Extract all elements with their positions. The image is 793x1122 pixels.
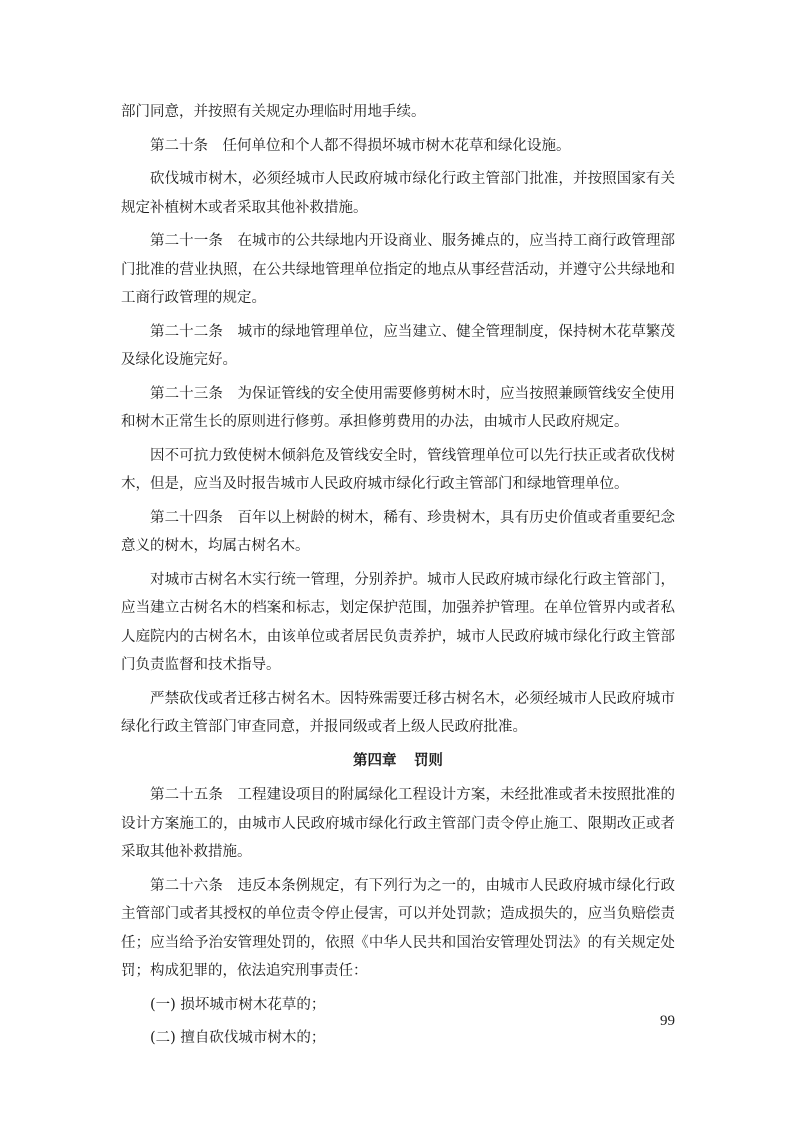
paragraph-text: 违反本条例规定，有下列行为之一的，由城市人民政府城市绿化行政主管部门或者其授权的单位责令停止侵害，可以并处罚款；造成损失的，应当负赔偿责任；应当给予治安管理处罚的，依照《中华人民共和国治安管理处罚法》的有关规定处罚；构成犯罪的，依法追究刑事责任： [121, 877, 676, 979]
article-number: 第二十三条 [150, 385, 223, 402]
paragraph [121, 318, 675, 375]
paragraph [121, 165, 675, 222]
paragraph-text: 城市的绿地管理单位，应当建立、健全管理制度，保持树木花草繁茂及绿化设施完好。 [121, 323, 676, 368]
paragraph [121, 380, 675, 437]
paragraph [121, 1024, 675, 1053]
paragraph [121, 991, 675, 1020]
paragraph [121, 781, 675, 867]
paragraph [121, 566, 675, 680]
article-number: 第二十五条 [150, 787, 223, 803]
paragraph-text: (一) 损坏城市树木花草的； [150, 996, 326, 1013]
paragraph-text: 因不可抗力致使树木倾斜危及管线安全时，管线管理单位可以先行扶正或者砍伐树木，但是，应当及时报告城市人民政府城市绿化行政主管部门和绿地管理单位。 [121, 447, 675, 492]
paragraph-group-after [121, 781, 675, 1053]
article-number: 第二十一条 [150, 233, 223, 249]
paragraph [121, 685, 675, 742]
paragraph [121, 504, 675, 561]
paragraph-text: 对城市古树名木实行统一管理，分别养护。城市人民政府城市绿化行政主管部门，应当建立古树名木的档案和标志，划定保护范围，加强养护管理。在单位管界内或者私人庭院内的古树名木，由该单位或者居民负责养护，城市人民政府城市绿化行政主管部门负责监督和技术指导。 [121, 571, 675, 673]
paragraph-text: 在城市的公共绿地内开设商业、服务摊点的，应当持工商行政管理部门批准的营业执照，在公共绿地管理单位指定的地点从事经营活动，并遵守公共绿地和工商行政管理的规定。 [121, 233, 676, 306]
page-number: 99 [660, 1013, 675, 1029]
paragraph-text: (二) 擅自砍伐城市树木的； [150, 1030, 326, 1046]
article-number: 第二十条 [150, 137, 208, 154]
paragraph [121, 132, 675, 161]
paragraph [121, 442, 675, 499]
paragraph-text: 砍伐城市树木，必须经城市人民政府城市绿化行政主管部门批准，并按照国家有关规定补植树木或者采取其他补救措施。 [121, 171, 675, 216]
paragraph [121, 872, 675, 986]
chapter-number: 第四章 [353, 752, 397, 769]
chapter-heading [121, 747, 675, 776]
paragraph-text: 为保证管线的安全使用需要修剪树木时，应当按照兼顾管线安全使用和树木正常生长的原则进行修剪。承担修剪费用的办法，由城市人民政府规定。 [121, 385, 676, 430]
paragraph-text: 工程建设项目的附属绿化工程设计方案，未经批准或者未按照批准的设计方案施工的，由城市人民政府城市绿化行政主管部门责令停止施工、限期改正或者采取其他补救措施。 [121, 787, 676, 860]
paragraph-text: 任何单位和个人都不得损坏城市树木花草和绿化设施。 [222, 137, 571, 154]
paragraph [121, 227, 675, 313]
paragraph-text: 百年以上树龄的树木，稀有、珍贵树木，具有历史价值或者重要纪念意义的树木，均属古树名木。 [121, 509, 676, 554]
document-body [121, 98, 675, 1058]
paragraph-group-before [121, 98, 675, 742]
article-number: 第二十二条 [150, 323, 223, 340]
article-number: 第二十六条 [150, 877, 223, 894]
paragraph-text: 严禁砍伐或者迁移古树名木。因特殊需要迁移古树名木，必须经城市人民政府城市绿化行政主管部门审查同意，并报同级或者上级人民政府批准。 [121, 690, 675, 735]
article-number: 第二十四条 [150, 509, 223, 526]
paragraph [121, 98, 675, 127]
chapter-title: 罚则 [413, 752, 443, 769]
paragraph-text: 部门同意，并按照有关规定办理临时用地手续。 [121, 104, 426, 120]
